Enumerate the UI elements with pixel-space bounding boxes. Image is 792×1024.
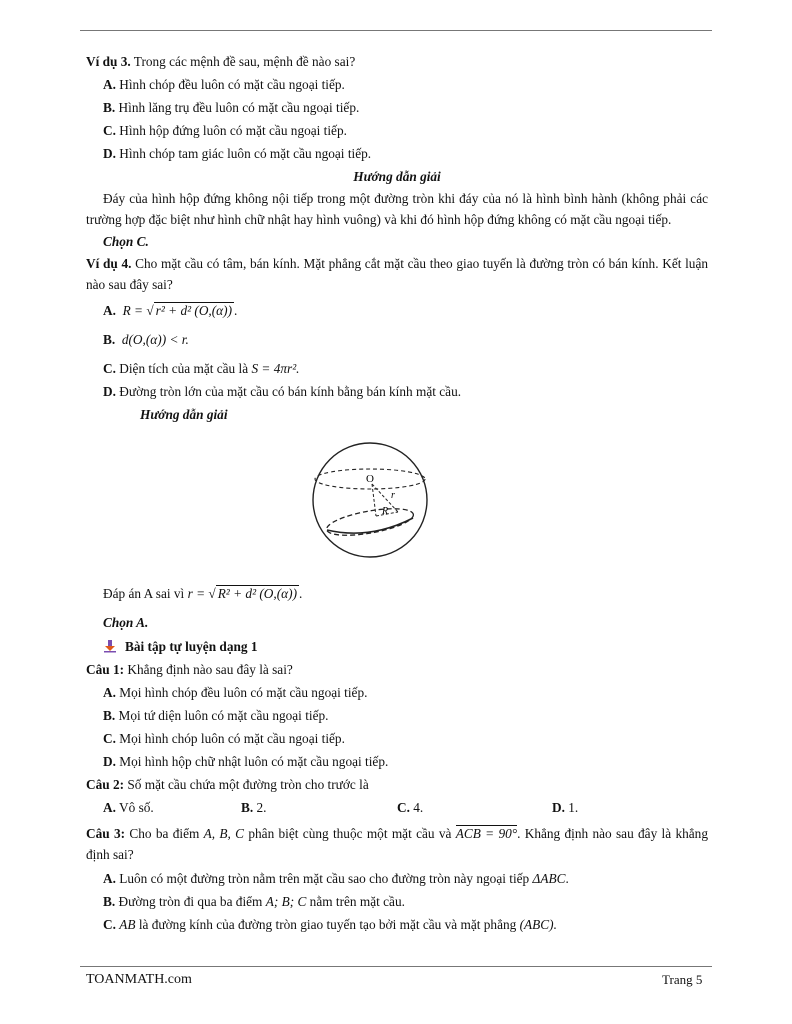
bottom-rule (80, 966, 712, 967)
example4-option-a: A. R = √ r² + d² (O,(α)) . (86, 299, 708, 322)
footer-page-number: Trang 5 (662, 972, 703, 987)
example3-option-d: D. Hình chóp tam giác luôn có mặt cầu ngoại tiếp. (103, 146, 372, 161)
sphere-figure (86, 432, 708, 578)
q3-question: Câu 3: Cho ba điểm A, B, C phân biệt cùng thuộc một mặt cầu và ACB = 90°. Khẳng định nào sau đây là khẳng định sai? (86, 826, 708, 862)
top-rule (80, 30, 712, 31)
example4-option-b: B. d(O,(α)) < r. (103, 332, 189, 347)
example4-choice: Chọn A. (103, 615, 149, 630)
sqrt-symbol: √ R² + d² (O,(α)) (208, 586, 297, 601)
q2-option-a: A. Vô số. (103, 800, 154, 815)
q3-option-c: C. AB là đường kính của đường tròn giao tuyến tạo bởi mặt cầu và mặt phẳng (ABC). (103, 917, 557, 932)
section-heading: Bài tập tự luyện dạng 1 (86, 634, 708, 658)
label-small-r: r (391, 490, 395, 501)
example3-guide-text: Đáy của hình hộp đứng không nội tiếp trong một đường tròn khi đáy của nó là hình bình hành (không phải các trường hợp đặc biệt như hình chữ nhật hay hình vuông) và khi đó hình hộp đứng không có mặt cầu ngoại tiếp. (86, 191, 708, 227)
sphere-outline (313, 443, 427, 557)
q3-option-a: A. Luôn có một đường tròn nằm trên mặt cầu sao cho đường tròn này ngoại tiếp ΔABC. (103, 871, 569, 886)
example3-question: Ví dụ 3. Trong các mệnh đề sau, mệnh đề nào sai? (86, 54, 356, 69)
example3-option-b: B. Hình lăng trụ đều luôn có mặt cầu ngoại tiếp. (103, 100, 360, 115)
label-big-r: R (382, 506, 389, 517)
q1-question: Câu 1: Khẳng định nào sau đây là sai? (86, 662, 293, 677)
example3-option-c: C. Hình hộp đứng luôn có mặt cầu ngoại tiếp. (103, 123, 347, 138)
example4-guide-title: Hướng dẫn giải (140, 407, 228, 422)
q2-option-b: B. 2. (241, 800, 267, 815)
q2-question: Câu 2: Số mặt cầu chứa một đường tròn cho trước là (86, 777, 369, 792)
q3-option-b: B. Đường tròn đi qua ba điểm A; B; C nằm trên mặt cầu. (103, 894, 405, 909)
angle-expression: ACB = 90° (455, 826, 518, 841)
q2-option-d: D. 1. (552, 800, 579, 815)
footer-site: TOANMATH.com (86, 972, 192, 987)
sqrt-symbol: √ r² + d² (O,(α)) (146, 303, 233, 318)
page-content (86, 50, 708, 936)
example4-option-d: D. Đường tròn lớn của mặt cầu có bán kính bằng bán kính mặt cầu. (103, 384, 462, 399)
q1-option-b: B. Mọi tứ diện luôn có mặt cầu ngoại tiếp. (103, 708, 329, 723)
q2-option-c: C. 4. (397, 800, 424, 815)
example4-answer: Đáp án A sai vì r = √ R² + d² (O,(α)) . (86, 582, 708, 605)
example3-option-a: A. Hình chóp đều luôn có mặt cầu ngoại tiếp. (103, 77, 345, 92)
label-center: O (366, 473, 374, 485)
q1-option-d: D. Mọi hình hộp chữ nhật luôn có mặt cầu ngoại tiếp. (103, 754, 389, 769)
example4-question: Ví dụ 4. Cho mặt cầu có tâm, bán kính. Mặt phẳng cắt mặt cầu theo giao tuyến là đường tròn có bán kính. Kết luận nào sau đây sai? (86, 256, 709, 292)
example3-choice: Chọn C. (103, 234, 149, 249)
example3-guide-title: Hướng dẫn giải (353, 169, 441, 184)
example4-option-c: C. Diện tích của mặt cầu là S = 4πr². (103, 361, 300, 376)
small-circle (325, 504, 415, 541)
q1-option-c: C. Mọi hình chóp luôn có mặt cầu ngoại tiếp. (103, 731, 345, 746)
bookmark-arrow-icon (103, 639, 117, 653)
q1-option-a: A. Mọi hình chóp đều luôn có mặt cầu ngoại tiếp. (103, 685, 368, 700)
sphere-diagram (86, 432, 708, 578)
q2-options (86, 796, 708, 819)
